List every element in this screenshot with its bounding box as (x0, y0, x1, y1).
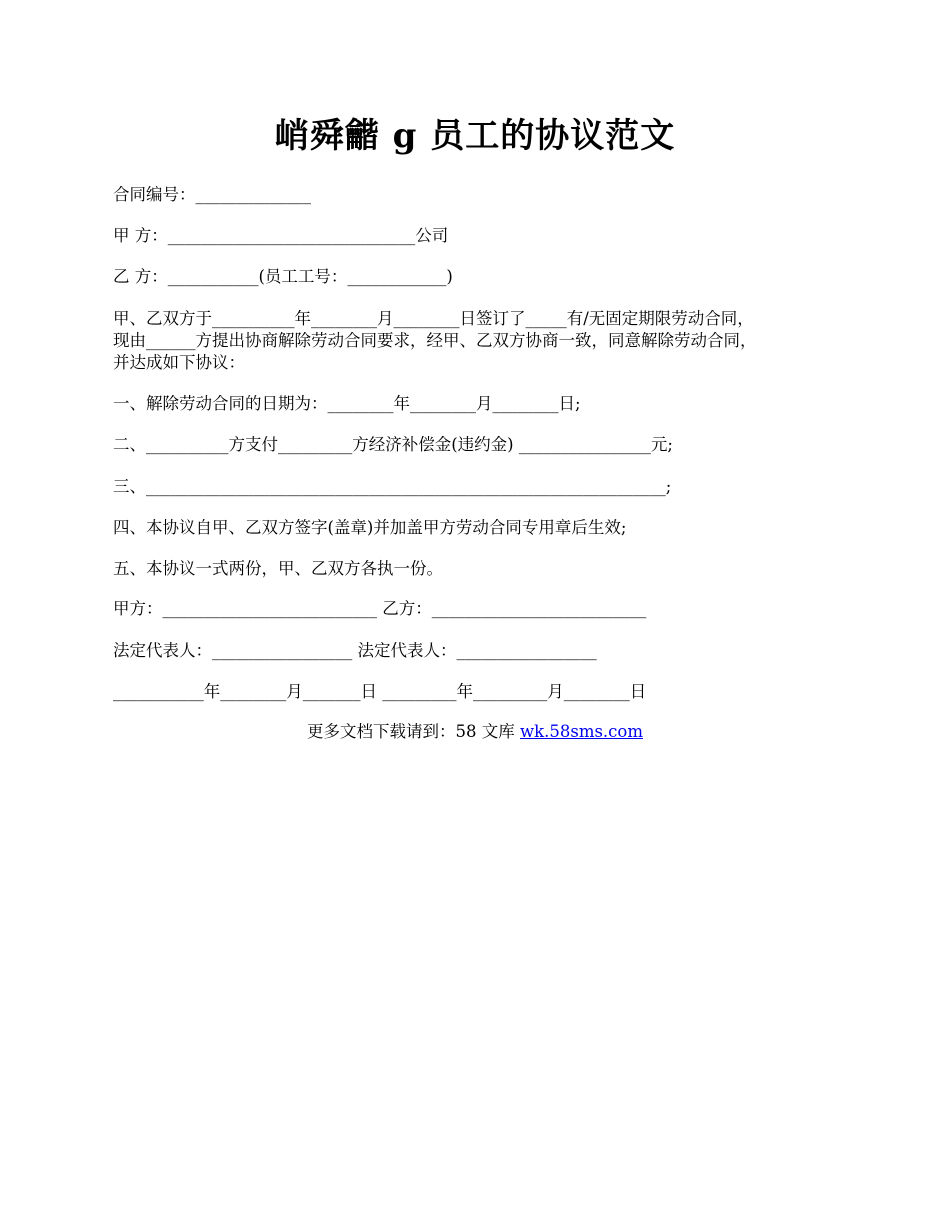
footer-text: 更多文档下载请到：58 文库 (306, 722, 520, 741)
party-a-line: 甲 方：______________________________公司 (113, 226, 449, 245)
party-b-line: 乙 方：___________(员工工号：____________) (113, 267, 453, 286)
document-title: 峭舜龤 g 员工的协议范文 (274, 116, 676, 156)
signature-dates-line: ___________年________月_______日 _________年_________月________日 (113, 682, 647, 701)
signature-representatives-line: 法定代表人：_________________ 法定代表人：_________________ (113, 641, 597, 660)
clause-2: 二、__________方支付_________方经济补偿金(违约金) ________________元; (113, 435, 673, 454)
clause-3: 三、_______________________________________________________________; (113, 477, 672, 496)
intro-line: 现由______方提出协商解除劳动合同要求，经甲、乙双方协商一致，同意解除劳动合同， (113, 331, 757, 350)
intro-paragraph (113, 308, 843, 374)
intro-line: 并达成如下协议： (113, 353, 245, 372)
footer-link[interactable]: wk.58sms.com (519, 722, 643, 741)
clause-5: 五、本协议一式两份，甲、乙双方各执一份。 (113, 559, 443, 578)
intro-line: 甲、乙双方于__________年________月________日签订了_____有/无固定期限劳动合同， (113, 309, 754, 328)
contract-number-line: 合同编号：______________ (113, 185, 311, 204)
clause-1: 一、解除劳动合同的日期为：________年________月________日; (113, 394, 581, 413)
footer (0, 721, 950, 743)
clause-4: 四、本协议自甲、乙双方签字(盖章)并加盖甲方劳动合同专用章后生效; (113, 518, 627, 537)
signature-parties-line: 甲方：__________________________ 乙方：__________________________ (113, 599, 647, 618)
